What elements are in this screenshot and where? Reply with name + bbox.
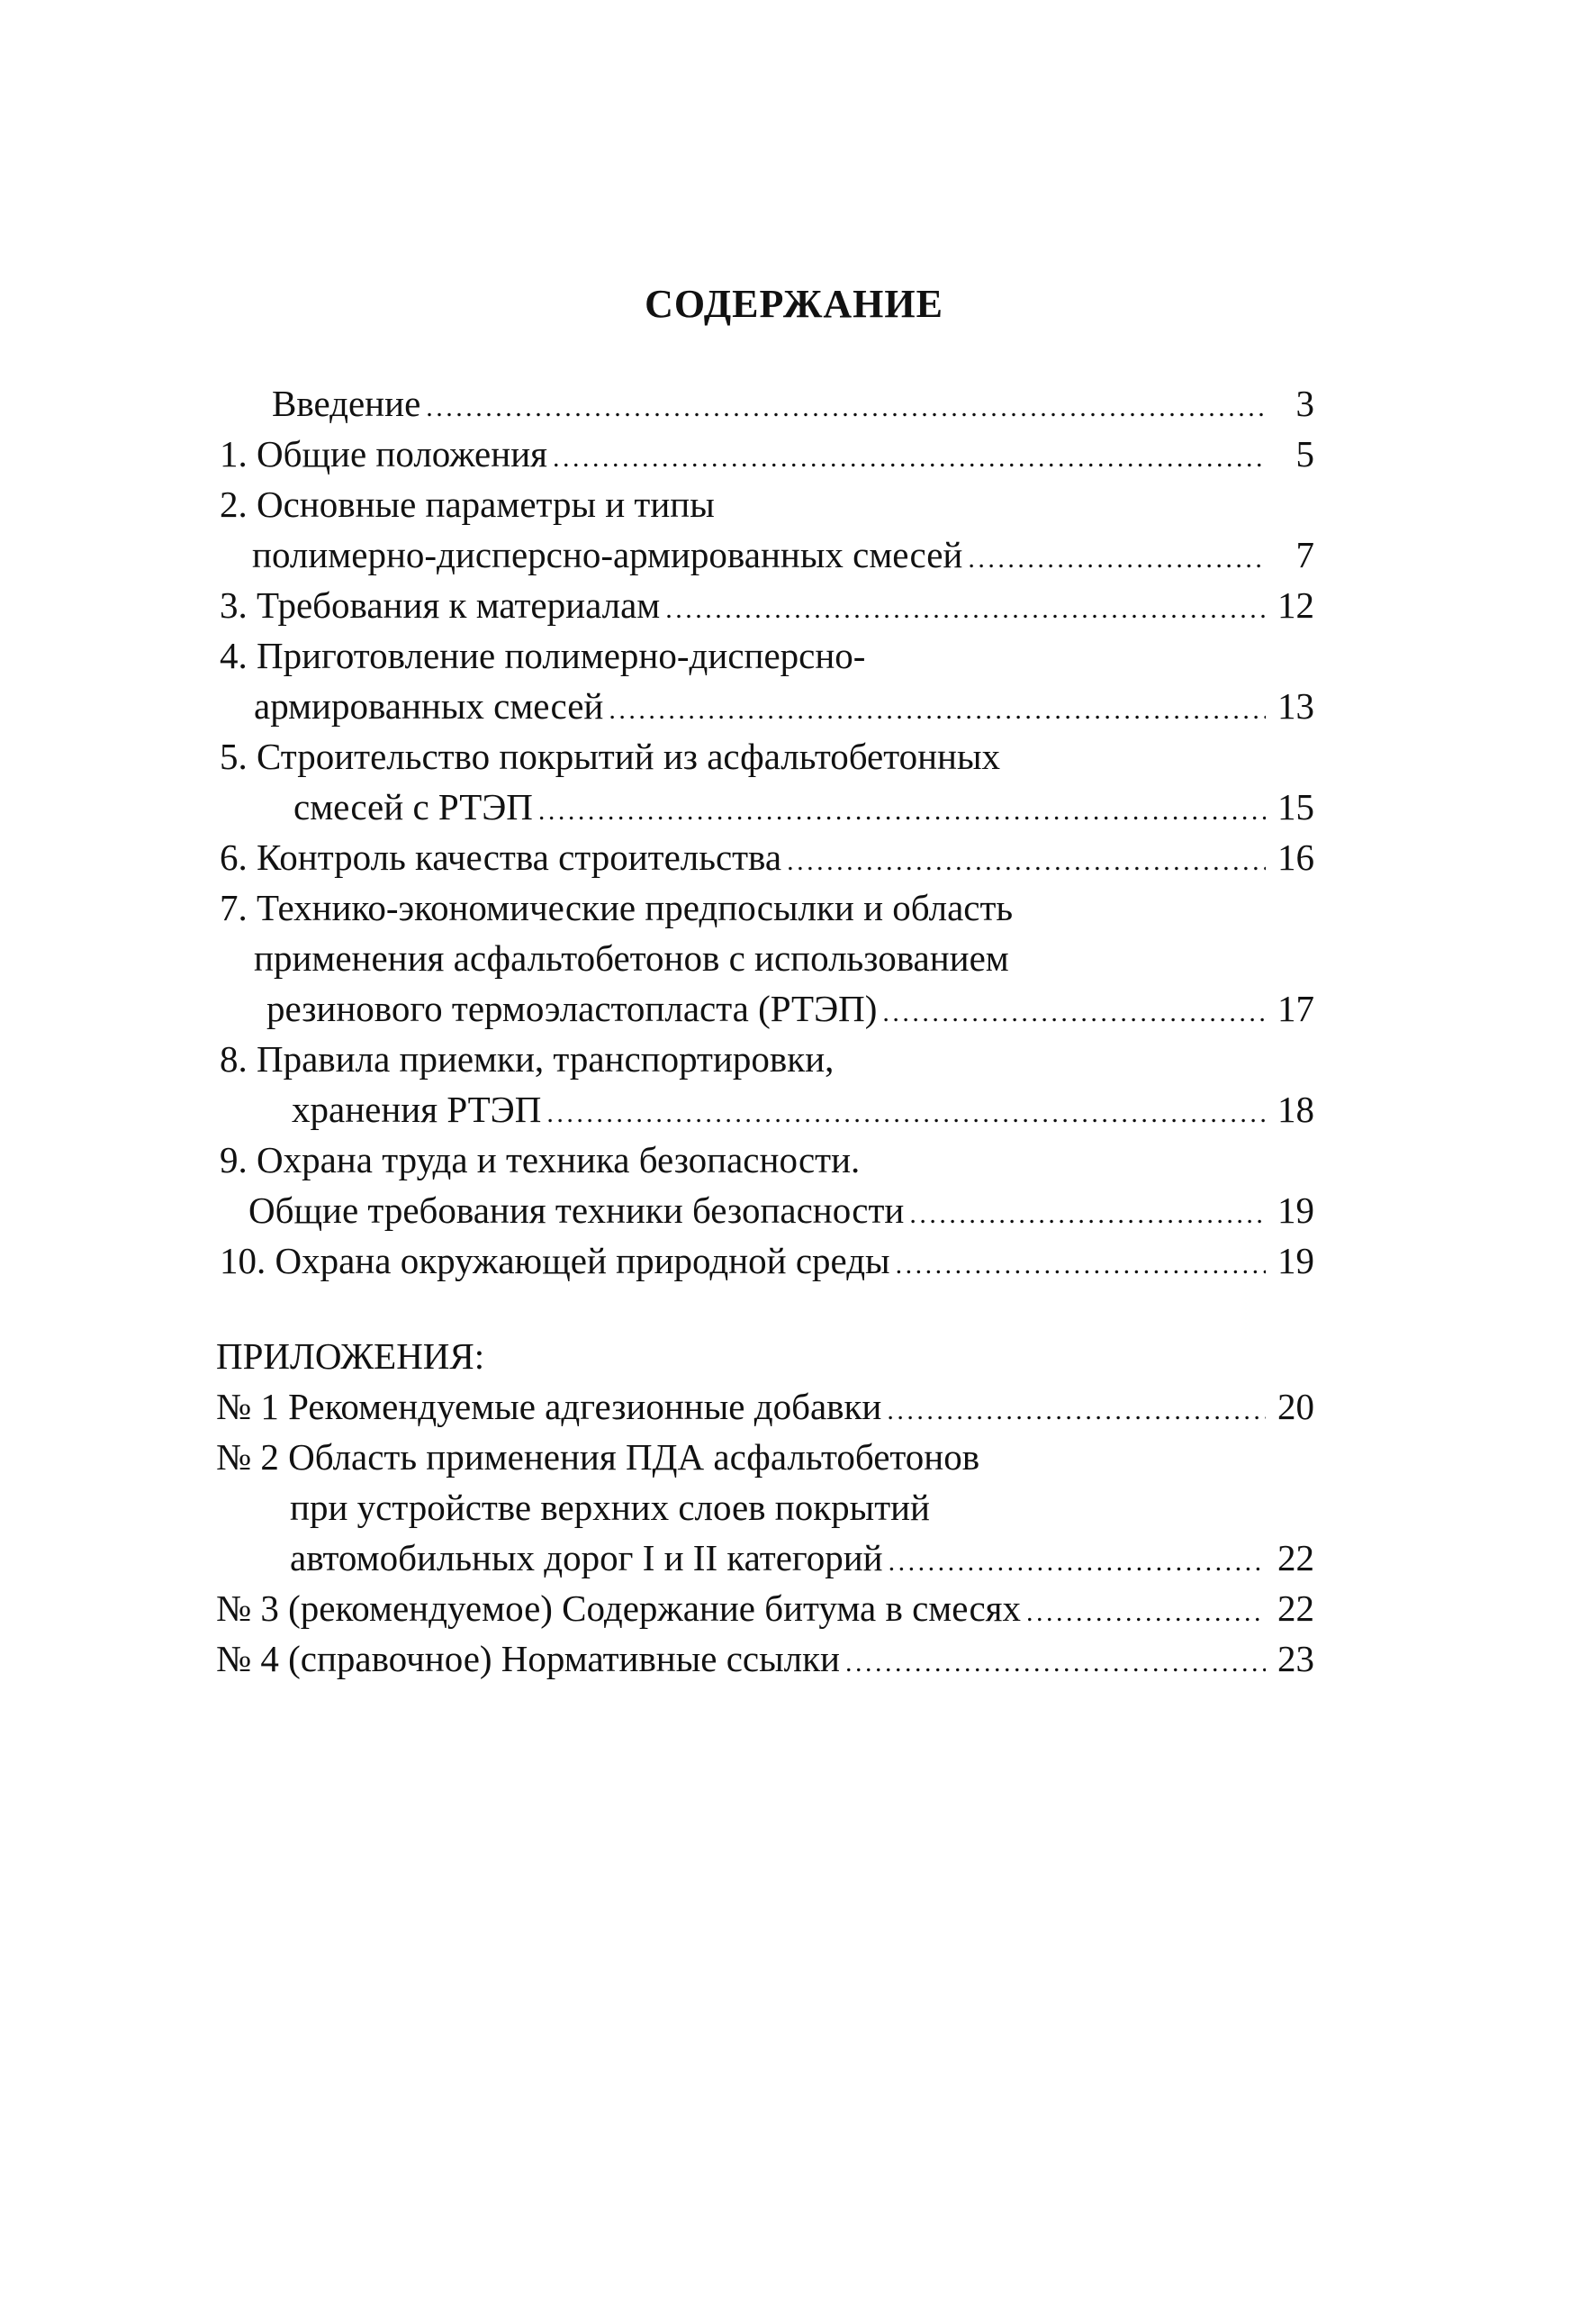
- toc-entry-page: 12: [1277, 584, 1314, 626]
- leader-dots: [426, 378, 1266, 433]
- toc-entry-text: 3. Требования к материалам: [220, 584, 661, 626]
- toc-entry-text: смесей с РТЭП: [293, 786, 533, 827]
- toc-entry-page: 18: [1277, 1089, 1314, 1130]
- leader-dots: [538, 782, 1266, 836]
- toc-entry: [216, 933, 1314, 983]
- appendix-entry: [216, 1381, 1314, 1432]
- toc-entry: [216, 479, 1314, 529]
- toc-entry-text: армированных смесей: [254, 685, 604, 727]
- toc-entry-text: применения асфальтобетонов с использованием: [254, 937, 1009, 979]
- toc-entry-page: 3: [1295, 383, 1314, 424]
- toc-entry: [216, 1185, 1314, 1235]
- leader-dots: [546, 1084, 1266, 1139]
- toc-entry: [216, 1084, 1314, 1135]
- toc-entry-text: 5. Строительство покрытий из асфальтобетонных: [220, 736, 1001, 777]
- appendix-entry: [216, 1633, 1314, 1684]
- appendix-entry: [216, 1583, 1314, 1633]
- leader-dots: [609, 681, 1266, 736]
- leader-dots: [665, 580, 1266, 635]
- leader-dots: [787, 832, 1266, 887]
- toc-entry: [216, 580, 1314, 630]
- toc-entry-text: 4. Приготовление полимерно-дисперсно-: [220, 635, 866, 676]
- toc-entry-text: 10. Охрана окружающей природной среды: [220, 1240, 890, 1281]
- toc-entry: [216, 1034, 1314, 1084]
- appendix-entry-text: № 1 Рекомендуемые адгезионные добавки: [216, 1386, 882, 1427]
- appendix-entry-text: № 2 Область применения ПДА асфальтобетонов: [216, 1436, 980, 1478]
- appendix-entry-text: № 3 (рекомендуемое) Содержание битума в смесях: [216, 1587, 1022, 1629]
- appendix-entry-page: 20: [1277, 1386, 1314, 1427]
- appendix-entry-page: 22: [1277, 1587, 1314, 1629]
- toc-entry-text: 7. Технико-экономические предпосылки и область: [220, 887, 1014, 928]
- toc-entry: [216, 630, 1314, 681]
- appendix-entry-text: № 4 (справочное) Нормативные ссылки: [216, 1638, 840, 1679]
- leader-dots: [845, 1633, 1266, 1688]
- appendix-entry-page: 23: [1277, 1638, 1314, 1679]
- toc-entry-text: резинового термоэластопласта (РТЭП): [266, 988, 878, 1029]
- toc-entry-page: 17: [1277, 988, 1314, 1029]
- toc-entry: [216, 681, 1314, 731]
- table-of-contents: [216, 378, 1314, 1286]
- appendices-list: [216, 1381, 1314, 1684]
- leader-dots: [889, 1533, 1266, 1587]
- page-title: СОДЕРЖАНИЕ: [645, 282, 943, 326]
- toc-entry-page: 5: [1295, 433, 1314, 475]
- toc-entry-text: 6. Контроль качества строительства: [220, 836, 782, 878]
- appendix-entry: [216, 1533, 1314, 1583]
- toc-entry-text: Общие требования техники безопасности: [248, 1189, 905, 1231]
- toc-entry-page: 16: [1277, 836, 1314, 878]
- leader-dots: [882, 983, 1266, 1038]
- appendix-entry: [216, 1482, 1314, 1533]
- toc-entry: [216, 529, 1314, 580]
- leader-dots: [968, 529, 1266, 584]
- toc-entry: [216, 1235, 1314, 1286]
- appendix-entry-text: при устройстве верхних слоев покрытий: [290, 1487, 930, 1528]
- toc-entry-text: 9. Охрана труда и техника безопасности.: [220, 1139, 861, 1180]
- toc-entry-text: хранения РТЭП: [292, 1089, 542, 1130]
- leader-dots: [896, 1235, 1266, 1290]
- toc-entry-page: 7: [1295, 534, 1314, 575]
- toc-entry: [216, 1135, 1314, 1185]
- appendices-title: ПРИЛОЖЕНИЯ:: [216, 1335, 485, 1377]
- appendix-entry: [216, 1432, 1314, 1482]
- toc-entry-page: 19: [1277, 1240, 1314, 1281]
- toc-entry: [216, 782, 1314, 832]
- toc-entry: [216, 378, 1314, 429]
- toc-entry-page: 15: [1277, 786, 1314, 827]
- toc-entry: [216, 832, 1314, 882]
- toc-entry-text: 8. Правила приемки, транспортировки,: [220, 1038, 835, 1080]
- toc-entry-text: 2. Основные параметры и типы: [220, 484, 715, 525]
- toc-entry-page: 19: [1277, 1189, 1314, 1231]
- toc-entry-page: 13: [1277, 685, 1314, 727]
- leader-dots: [887, 1381, 1266, 1436]
- leader-dots: [909, 1185, 1266, 1240]
- toc-entry: [216, 882, 1314, 933]
- toc-entry-text: полимерно-дисперсно-армированных смесей: [252, 534, 963, 575]
- appendix-entry-text: автомобильных дорог I и II категорий: [290, 1537, 883, 1578]
- leader-dots: [1026, 1583, 1266, 1638]
- toc-entry: [216, 429, 1314, 479]
- toc-entry-text: Введение: [272, 383, 421, 424]
- toc-entry-text: 1. Общие положения: [220, 433, 547, 475]
- toc-entry: [216, 731, 1314, 782]
- toc-entry: [216, 983, 1314, 1034]
- appendix-entry-page: 22: [1277, 1537, 1314, 1578]
- leader-dots: [553, 429, 1266, 484]
